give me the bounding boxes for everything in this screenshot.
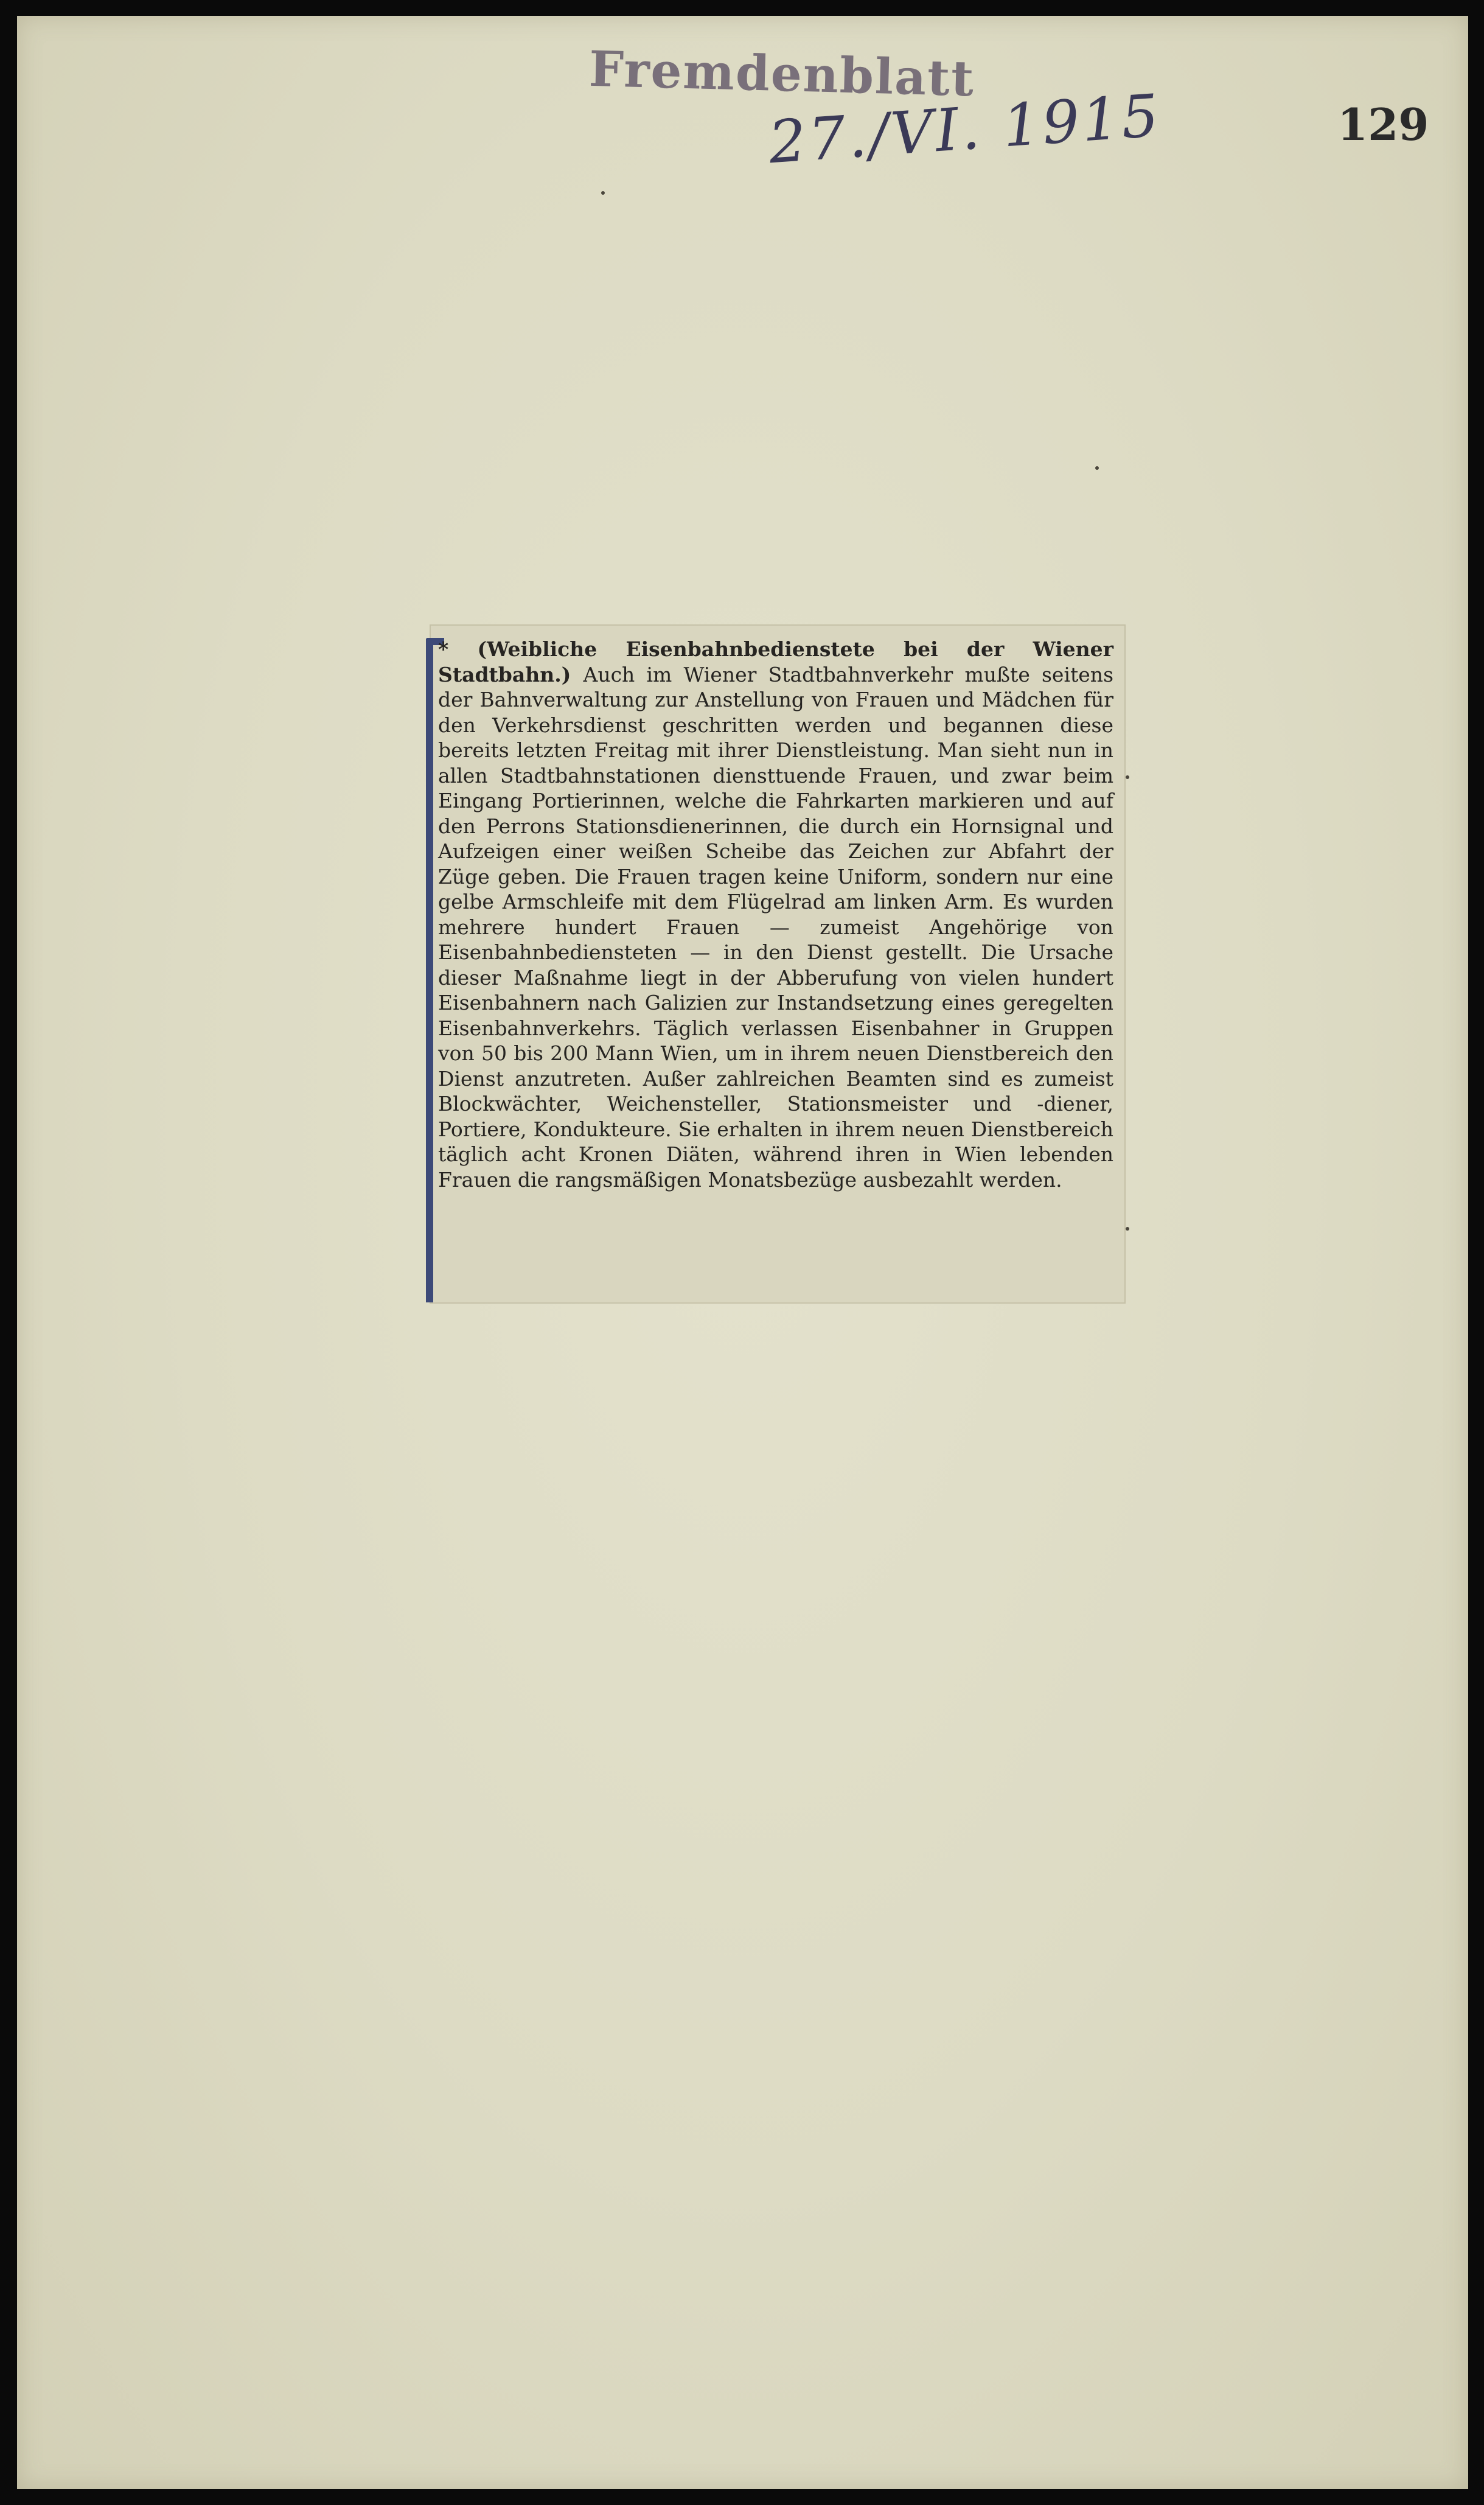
paper-speck [601, 191, 605, 195]
page-number: 129 [1337, 99, 1429, 150]
article-headline: * (Weibliche Eisenbahnbedienstete bei der Wiener Stadtbahn.) [438, 637, 1113, 687]
paper-speck [1095, 466, 1099, 470]
newspaper-clipping [431, 626, 1124, 1302]
newspaper-stamp: Fremdenblatt [588, 40, 976, 108]
handwritten-date: 27./VI. 1915 [766, 81, 1163, 177]
paper-speck [1126, 775, 1129, 779]
paper-speck [1126, 1227, 1129, 1231]
article-text [438, 637, 1113, 1192]
archive-sheet [17, 16, 1468, 2489]
article-body: Auch im Wiener Stadtbahnverkehr mußte seitens der Bahnverwaltung zur Anstellung von Frauen und Mädchen für den Verkehrsdienst geschritten werden und begannen diese bereits letzten Freitag mit ihrer Dienstleistung. Man sieht nun in allen Stadtbahnstationen diensttuende Frauen, und zwar beim Eingang Portierinnen, welche die Fahrkarten markieren und auf den Perrons Stationsdienerinnen, die durch ein Hornsignal und Aufzeigen einer weißen Scheibe das Zeichen zur Abfahrt der Züge geben. Die Frauen tragen keine Uniform, sondern nur eine gelbe Armschleife mit dem Flügelrad am linken Arm. Es wurden mehrere hundert Frauen — zumeist Angehörige von Eisenbahnbediensteten — in den Dienst gestellt. Die Ursache dieser Maßnahme liegt in der Abberufung von vielen hundert Eisenbahnern nach Galizien zur Instandsetzung eines geregelten Eisenbahnverkehrs. Täglich verlassen Eisenbahner in Gruppen von 50 bis 200 Mann Wien, um in ihrem neuen Dienstbereich den Dienst anzutreten. Außer zahlreichen Beamten sind es zumeist Blockwächter, Weichensteller, Stationsmeister und -diener, Portiere, Kondukteure. Sie erhalten in ihrem neuen Dienstbereich täglich acht Kronen Diäten, während ihren in Wien lebenden Frauen die rangsmäßigen Monatsbezüge ausbezahlt werden. [438, 662, 1113, 1192]
